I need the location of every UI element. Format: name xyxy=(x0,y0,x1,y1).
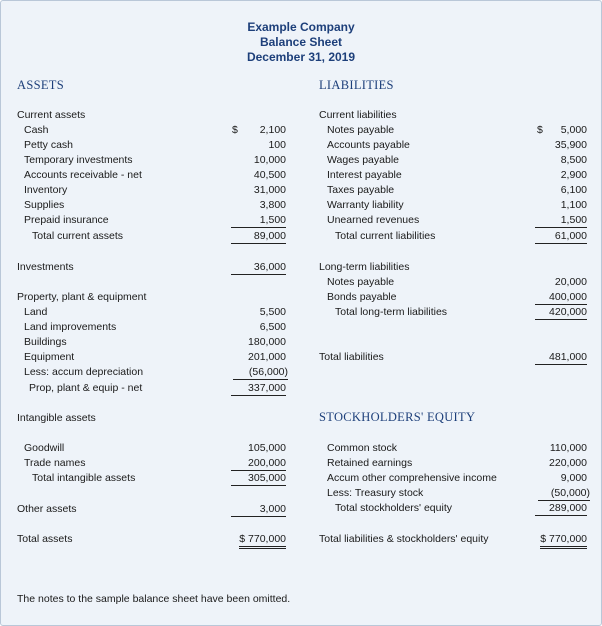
asset-value: 201,000 xyxy=(248,351,286,363)
asset-label: Equipment xyxy=(24,351,75,363)
liability-value: 5,000 xyxy=(560,124,587,136)
total-liabilities-value: 481,000 xyxy=(535,351,587,365)
current-liabilities-label: Current liabilities xyxy=(319,109,397,121)
asset-label: Cash xyxy=(24,124,49,136)
liability-value: 400,000 xyxy=(535,291,587,305)
liability-value: 35,900 xyxy=(554,139,587,151)
investments-value: 36,000 xyxy=(231,261,286,275)
other-assets-value: 3,000 xyxy=(231,503,286,517)
liability-value: 20,000 xyxy=(554,276,587,288)
asset-total-value: 337,000 xyxy=(231,382,286,396)
asset-value: 3,800 xyxy=(259,199,286,211)
liability-value: 1,100 xyxy=(560,199,587,211)
other-assets-label: Other assets xyxy=(17,503,77,515)
asset-label: Inventory xyxy=(24,184,68,196)
asset-value: 40,500 xyxy=(253,169,286,181)
asset-label: Buildings xyxy=(24,336,67,348)
asset-label: Goodwill xyxy=(24,442,65,454)
liability-label: Notes payable xyxy=(327,124,395,136)
asset-total-label: Total current assets xyxy=(32,230,124,242)
liability-total-label: Total long-term liabilities xyxy=(335,306,448,318)
liability-label: Wages payable xyxy=(327,154,399,166)
total-liabilities-label: Total liabilities xyxy=(319,351,384,363)
asset-label: Trade names xyxy=(24,457,86,469)
equity-label: Accum other comprehensive income xyxy=(327,472,497,484)
liability-label: Notes payable xyxy=(327,276,395,288)
asset-value: (56,000) xyxy=(233,366,288,380)
company-name: Example Company xyxy=(247,20,355,34)
statement-title: Balance Sheet xyxy=(259,35,343,49)
asset-value: 100 xyxy=(268,139,286,151)
total-assets-label: Total assets xyxy=(17,533,73,545)
equity-label: Common stock xyxy=(327,442,398,454)
liability-label: Unearned revenues xyxy=(327,214,420,226)
liability-label: Bonds payable xyxy=(327,291,397,303)
statement-date: December 31, 2019 xyxy=(246,50,356,64)
equity-value: 220,000 xyxy=(549,457,587,469)
asset-total-value: 305,000 xyxy=(231,472,286,486)
asset-total-label: Total intangible assets xyxy=(32,472,136,484)
equity-heading: STOCKHOLDERS' EQUITY xyxy=(319,410,476,424)
liability-total-value: 420,000 xyxy=(535,306,587,320)
liability-total-value: 61,000 xyxy=(535,230,587,244)
ppe-label: Property, plant & equipment xyxy=(17,291,147,303)
equity-label: Retained earnings xyxy=(327,457,413,469)
asset-value: 31,000 xyxy=(253,184,286,196)
asset-label: Land xyxy=(24,306,48,318)
asset-label: Accounts receivable - net xyxy=(24,169,142,181)
equity-value: (50,000) xyxy=(538,487,590,501)
asset-label: Petty cash xyxy=(24,139,74,151)
asset-value: 5,500 xyxy=(259,306,286,318)
liabilities-heading: LIABILITIES xyxy=(319,78,394,92)
liability-label: Accounts payable xyxy=(327,139,410,151)
asset-value: 1,500 xyxy=(231,214,286,228)
currency-sign: $ xyxy=(232,124,238,136)
asset-label: Land improvements xyxy=(24,321,117,333)
equity-label: Less: Treasury stock xyxy=(327,487,424,499)
asset-label: Supplies xyxy=(24,199,65,211)
asset-value: 10,000 xyxy=(253,154,286,166)
asset-value: 180,000 xyxy=(248,336,286,348)
grand-total-value: $ 770,000 xyxy=(540,533,587,549)
assets-heading: ASSETS xyxy=(17,78,64,92)
currency-sign: $ xyxy=(537,124,543,136)
asset-label: Less: accum depreciation xyxy=(24,366,144,378)
liability-label: Interest payable xyxy=(327,169,402,181)
investments-label: Investments xyxy=(17,261,74,273)
asset-value: 105,000 xyxy=(248,442,286,454)
equity-total-label: Total stockholders' equity xyxy=(335,502,452,514)
liability-value: 2,900 xyxy=(560,169,587,181)
asset-total-label: Prop, plant & equip - net xyxy=(29,382,143,394)
intangible-label: Intangible assets xyxy=(17,412,96,424)
equity-value: 110,000 xyxy=(549,442,587,454)
footnote: The notes to the sample balance sheet have been omitted. xyxy=(17,593,291,605)
liability-label: Warranty liability xyxy=(327,199,404,211)
liability-label: Taxes payable xyxy=(327,184,395,196)
asset-label: Prepaid insurance xyxy=(24,214,109,226)
equity-total-value: 289,000 xyxy=(535,502,587,516)
current-assets-label: Current assets xyxy=(17,109,86,121)
grand-total-label: Total liabilities & stockholders' equity xyxy=(319,533,489,545)
long-term-label: Long-term liabilities xyxy=(319,261,410,273)
asset-label: Temporary investments xyxy=(24,154,133,166)
liability-value: 6,100 xyxy=(560,184,587,196)
asset-value: 2,100 xyxy=(259,124,286,136)
total-assets-value: $ 770,000 xyxy=(239,533,286,549)
liability-value: 8,500 xyxy=(560,154,587,166)
liability-value: 1,500 xyxy=(535,214,587,228)
equity-value: 9,000 xyxy=(560,472,587,484)
asset-value: 200,000 xyxy=(231,457,286,471)
asset-value: 6,500 xyxy=(259,321,286,333)
liability-total-label: Total current liabilities xyxy=(335,230,436,242)
asset-total-value: 89,000 xyxy=(231,230,286,244)
